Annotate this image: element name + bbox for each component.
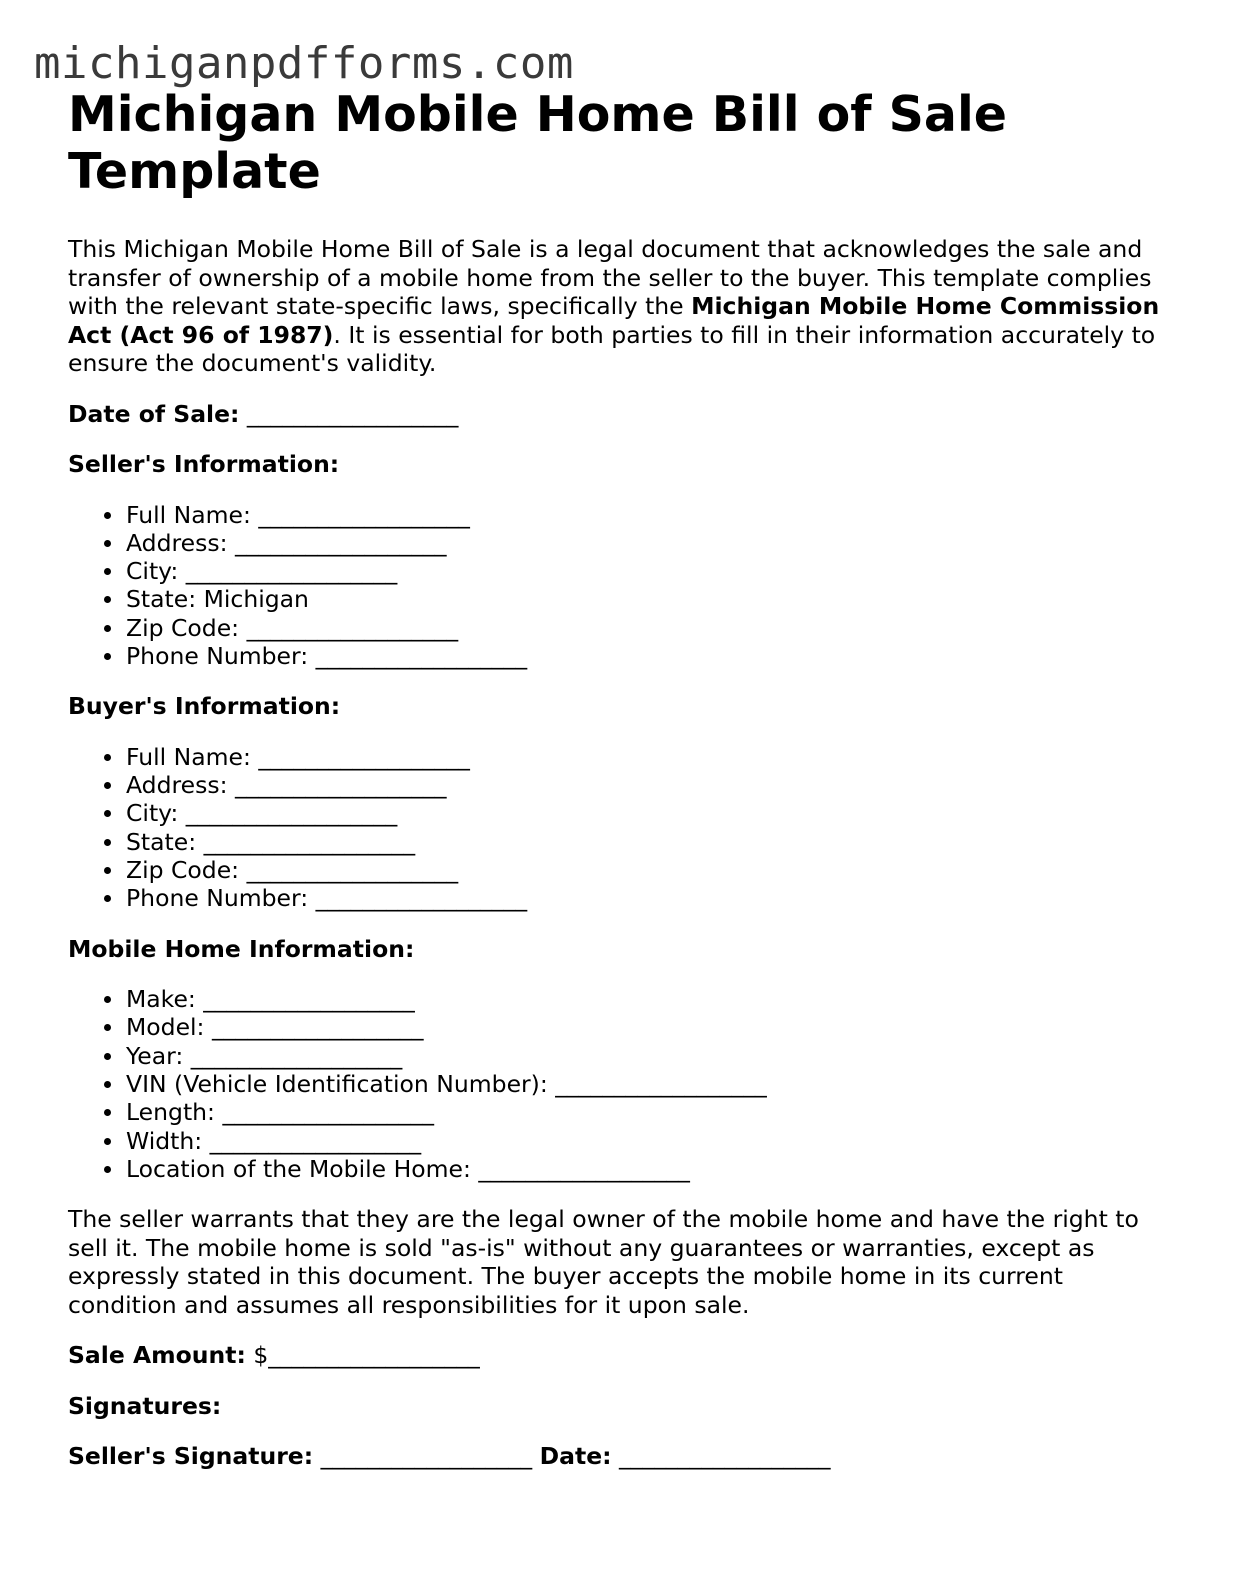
- seller-state-field: State: Michigan: [126, 585, 1168, 613]
- buyer-state-field[interactable]: State: __________________: [126, 828, 1168, 856]
- seller-signature-label: Seller's Signature:: [68, 1442, 314, 1471]
- seller-signature-blank[interactable]: __________________: [313, 1442, 540, 1471]
- buyer-section-heading: Buyer's Information:: [68, 692, 341, 721]
- intro-paragraph: [68, 235, 1168, 378]
- date-of-sale-blank[interactable]: __________________: [239, 399, 459, 428]
- seller-signature-date-blank[interactable]: __________________: [611, 1442, 831, 1471]
- mobile-home-fields-list: [68, 985, 1168, 1183]
- sale-amount-blank[interactable]: $__________________: [245, 1341, 480, 1370]
- buyer-zip-field[interactable]: Zip Code: __________________: [126, 856, 1168, 884]
- buyer-fields-list: [68, 743, 1168, 913]
- sale-amount-label: Sale Amount:: [68, 1341, 246, 1370]
- seller-city-field[interactable]: City: __________________: [126, 557, 1168, 585]
- seller-fields-list: [68, 501, 1168, 671]
- mobile-home-location-field[interactable]: Location of the Mobile Home: __________________: [126, 1155, 1168, 1183]
- seller-address-field[interactable]: Address: __________________: [126, 529, 1168, 557]
- seller-phone-field[interactable]: Phone Number: __________________: [126, 642, 1168, 670]
- date-of-sale-label: Date of Sale:: [68, 399, 240, 428]
- document-page: [68, 86, 1168, 1471]
- intro-text-2: . It is essential for both parties to fill in their information accurately to ensure the document's validity.: [68, 320, 1156, 377]
- seller-zip-field[interactable]: Zip Code: __________________: [126, 614, 1168, 642]
- buyer-city-field[interactable]: City: __________________: [126, 799, 1168, 827]
- buyer-address-field[interactable]: Address: __________________: [126, 771, 1168, 799]
- mobile-home-section-heading: Mobile Home Information:: [68, 934, 415, 963]
- mobile-home-width-field[interactable]: Width: __________________: [126, 1127, 1168, 1155]
- mobile-home-year-field[interactable]: Year: __________________: [126, 1042, 1168, 1070]
- warranty-paragraph: The seller warrants that they are the legal owner of the mobile home and have the right to sell it. The mobile home is sold "as-is" without any guarantees or warranties, except as expressly stated in this document. The buyer accepts the mobile home in its current condition and assumes all responsibilities for it upon sale.: [68, 1205, 1139, 1319]
- intro-text-1: This Michigan Mobile Home Bill of Sale is a legal document that acknowledges the sale and transfer of ownership of a mobile home from the seller to the buyer. This template complies with the relevant state-specific laws, specifically the: [68, 235, 1152, 320]
- mobile-home-length-field[interactable]: Length: __________________: [126, 1098, 1168, 1126]
- site-watermark: michiganpdfforms.com: [34, 38, 574, 89]
- document-title: Michigan Mobile Home Bill of Sale Template: [68, 86, 1007, 200]
- seller-signature-line: [68, 1442, 1168, 1471]
- intro-act-name: Michigan Mobile Home Commission Act (Act 96 of 1987): [68, 292, 1160, 349]
- sale-amount-field: [68, 1341, 1168, 1370]
- mobile-home-make-field[interactable]: Make: __________________: [126, 985, 1168, 1013]
- mobile-home-model-field[interactable]: Model: __________________: [126, 1013, 1168, 1041]
- seller-full-name-field[interactable]: Full Name: __________________: [126, 501, 1168, 529]
- seller-signature-date-label: Date:: [539, 1442, 612, 1471]
- seller-section-heading: Seller's Information:: [68, 450, 340, 478]
- signatures-heading: Signatures:: [68, 1391, 222, 1420]
- date-of-sale-field: [68, 400, 1168, 429]
- buyer-phone-field[interactable]: Phone Number: __________________: [126, 884, 1168, 912]
- mobile-home-vin-field[interactable]: VIN (Vehicle Identification Number): __________________: [126, 1070, 1168, 1098]
- buyer-full-name-field[interactable]: Full Name: __________________: [126, 743, 1168, 771]
